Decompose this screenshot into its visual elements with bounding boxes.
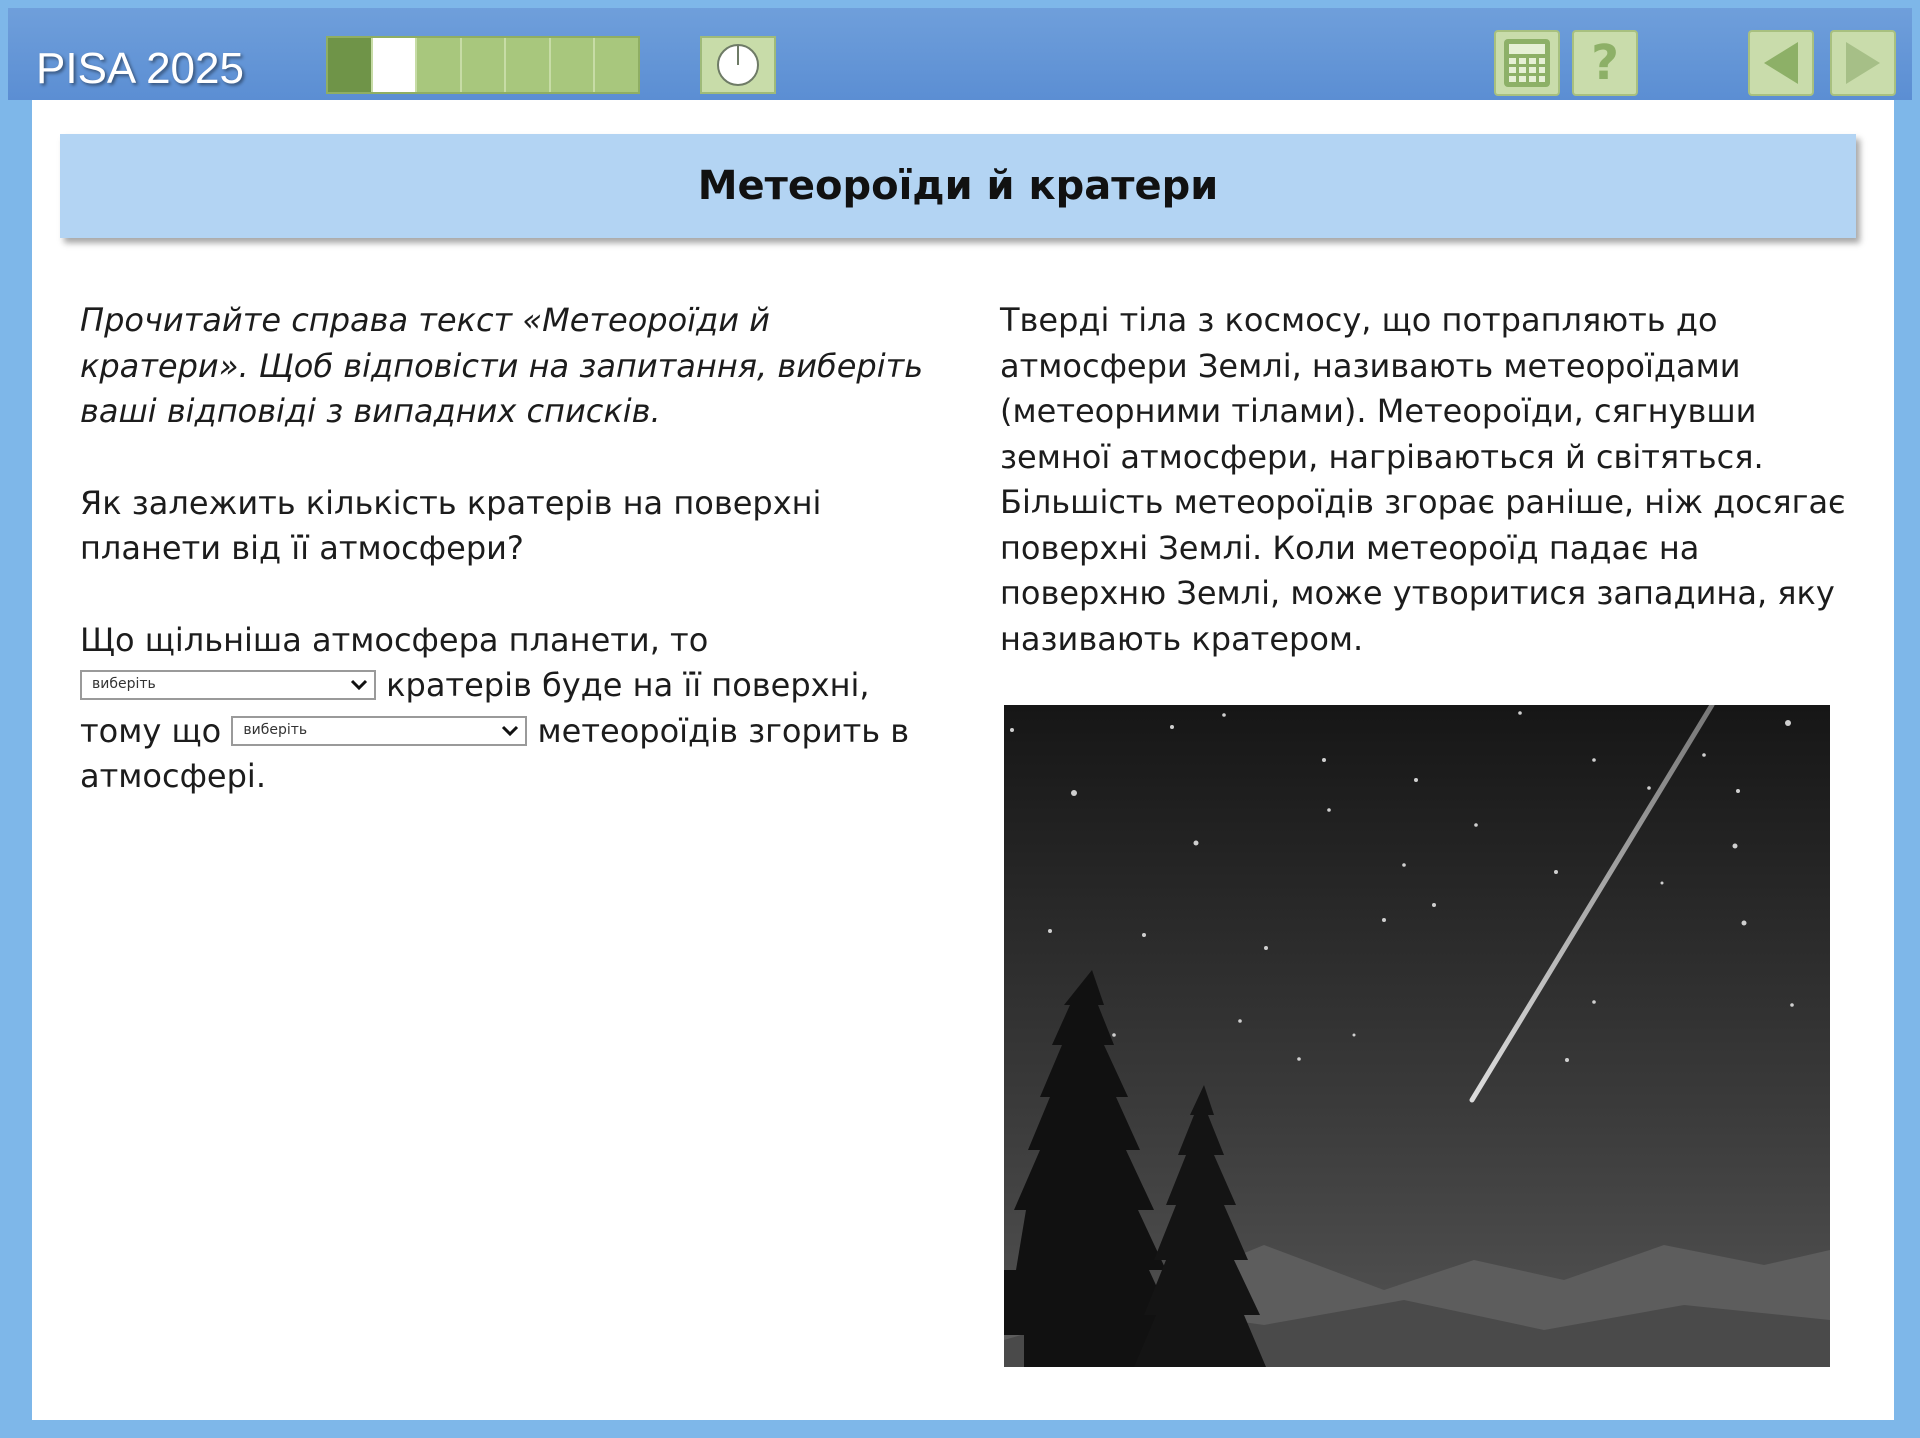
dropdown-meteoroids-amount[interactable] [231, 716, 527, 746]
passage-column [1000, 298, 1860, 662]
help-icon: ? [1591, 35, 1619, 91]
dropdown-value: виберіть [243, 721, 308, 738]
dropdown-craters-amount[interactable] [80, 670, 376, 700]
timer-icon [715, 42, 761, 88]
chevron-down-icon [350, 679, 368, 691]
page-title: Метеороїди й кратери [697, 163, 1219, 209]
cloze-sentence [80, 618, 930, 800]
top-toolbar [8, 8, 1912, 100]
progress-segment [551, 38, 596, 92]
next-arrow-icon [1840, 38, 1886, 88]
progress-segment [417, 38, 462, 92]
dropdown-value: виберіть [92, 676, 156, 693]
progress-segment [506, 38, 551, 92]
chevron-down-icon [501, 725, 519, 737]
title-banner [60, 134, 1856, 238]
question-text: Як залежить кількість кратерів на поверхні планети від її атмосфери? [80, 483, 822, 567]
question-column [80, 298, 930, 800]
help-button[interactable] [1572, 30, 1638, 96]
cloze-text-part3: метеороїдів згорить в атмосфері. [80, 711, 910, 795]
next-button[interactable] [1830, 30, 1896, 96]
meteor-night-sky-image [1004, 705, 1830, 1367]
timer-button[interactable] [700, 36, 776, 94]
back-arrow-icon [1758, 38, 1804, 88]
progress-segment [462, 38, 507, 92]
back-button[interactable] [1748, 30, 1814, 96]
calculator-icon [1502, 37, 1552, 89]
cloze-text-part1: Що щільніша атмосфера планети, то [80, 620, 709, 659]
calculator-button[interactable] [1494, 30, 1560, 96]
cloze-text-part2: кратерів буде на її поверхні, тому що [80, 666, 870, 750]
app-brand: PISA 2025 [36, 44, 244, 93]
progress-indicator [326, 36, 640, 94]
instructions-text: Прочитайте справа текст «Метеороїди й кратери». Щоб відповісти на запитання, виберіть ваші відповіді з випадних списків. [80, 301, 924, 430]
content-area [32, 100, 1894, 1420]
progress-segment-current [373, 38, 418, 92]
progress-segment [595, 38, 638, 92]
progress-segment [328, 38, 373, 92]
passage-text: Тверді тіла з космосу, що потрапляють до атмосфери Землі, називають метеороїдами (метеорними тілами). Метеороїди, сягнувши земної атмосфери, нагріваються й світяться. Більшість метеороїдів згорає раніше, ніж досягає поверхні Землі. Коли метеороїд падає на поверхню Землі, може утворитися западина, яку називають кратером. [1000, 301, 1846, 658]
